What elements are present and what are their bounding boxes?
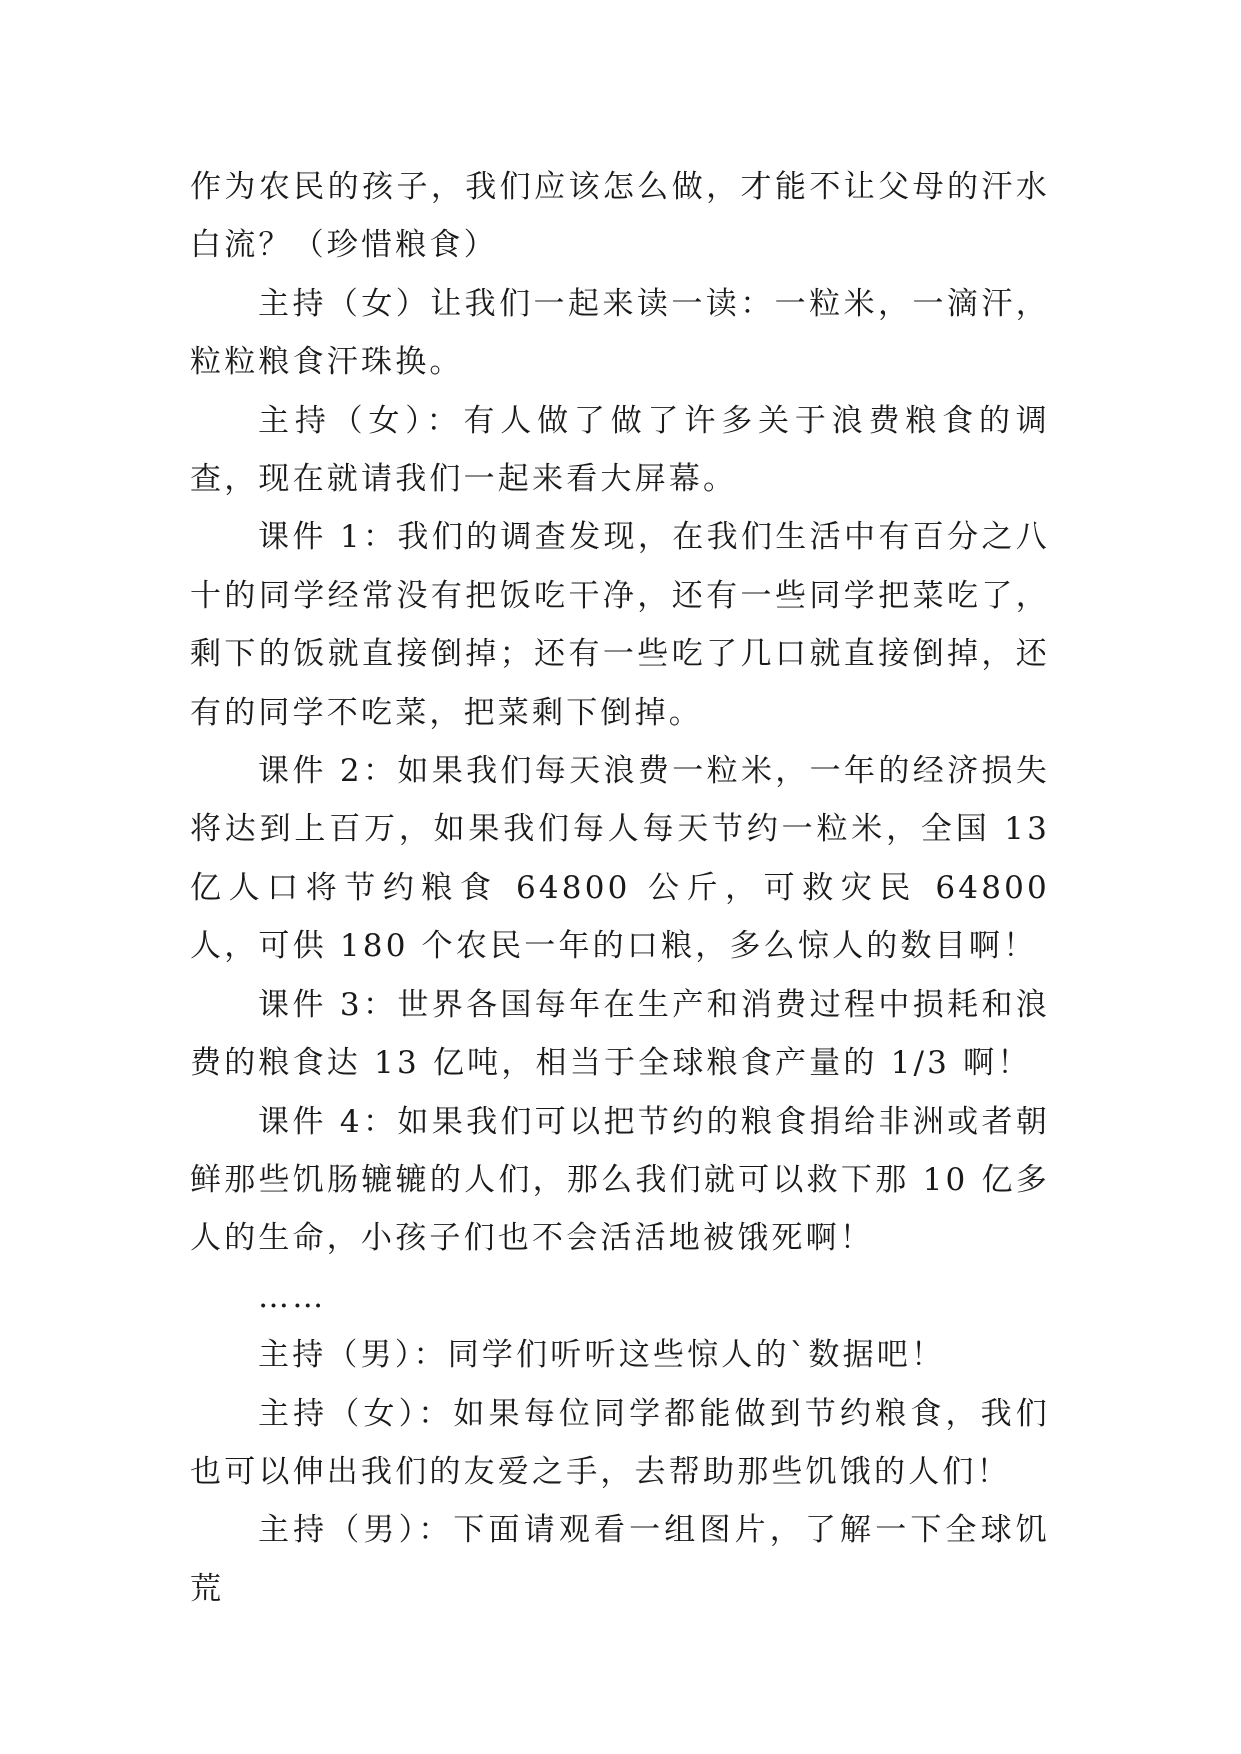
paragraph-host-female-read: 主持（女）让我们一起来读一读：一粒米，一滴汗，粒粒粮食汗珠换。: [190, 285, 1050, 381]
paragraph-courseware-4: 课件 4：如果我们可以把节约的粮食捐给非洲或者朝鲜那些饥肠辘辘的人们，那么我们就可以救下那 10 亿多人的生命，小孩子们也不会活活地被饿死啊！: [190, 1103, 1050, 1257]
paragraph-courseware-1: 课件 1：我们的调查发现，在我们生活中有百分之八十的同学经常没有把饭吃干净，还有一些同学把菜吃了，剩下的饭就直接倒掉；还有一些吃了几口就直接倒掉，还有的同学不吃菜，把菜剩下倒掉。: [190, 519, 1050, 731]
paragraph-host-female-survey: 主持（女）：有人做了做了许多关于浪费粮食的调查，现在就请我们一起来看大屏幕。: [190, 402, 1050, 498]
paragraph-host-female-help: 主持（女）：如果每位同学都能做到节约粮食，我们也可以伸出我们的友爱之手，去帮助那些饥饿的人们！: [190, 1395, 1050, 1490]
paragraph-continued: 作为农民的孩子，我们应该怎么做，才能不让父母的汗水白流？（珍惜粮食）: [190, 169, 1050, 264]
paragraph-courseware-3: 课件 3：世界各国每年在生产和消费过程中损耗和浪费的粮食达 13 亿吨，相当于全球粮食产量的 1/3 啊！: [190, 986, 1050, 1082]
paragraph-host-male-pictures: 主持（男）：下面请观看一组图片，了解一下全球饥荒: [190, 1512, 1050, 1607]
document-body: [190, 158, 1050, 1618]
paragraph-host-male-data: 主持（男）：同学们听听这些惊人的`数据吧！: [258, 1337, 946, 1374]
paragraph-courseware-2: 课件 2：如果我们每天浪费一粒米，一年的经济损失将达到上百万，如果我们每人每天节约一粒米，全国 13 亿人口将节约粮食 64800 公斤，可救灾民 64800 人，可供 180 个农民一年的口粮，多么惊人的数目啊！: [190, 753, 1050, 965]
paragraph-ellipsis: ……: [258, 1278, 327, 1315]
